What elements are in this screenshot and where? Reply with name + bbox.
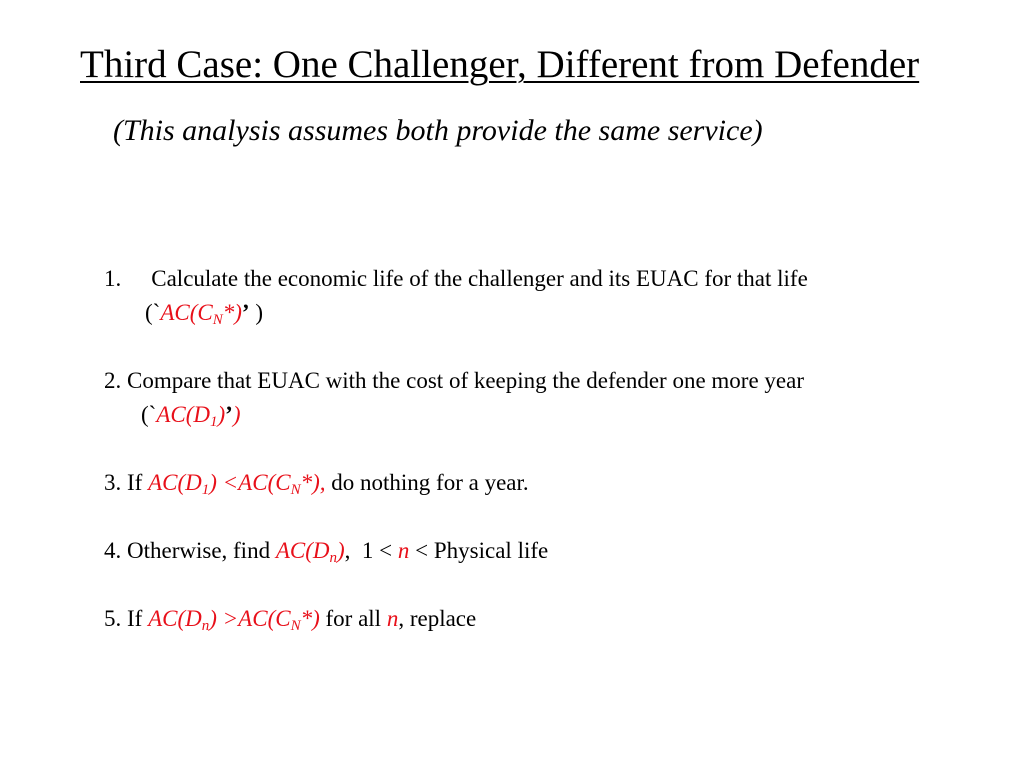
step-4-mid: , 1 <: [344, 538, 398, 563]
step-5-expression: $AC(D_n) >AC(C_N*)$: [148, 606, 320, 634]
step-1-close: ): [249, 300, 263, 325]
step-2-prime: ’: [225, 402, 233, 427]
step-1-text: Calculate the economic life of the challenger and its EUAC for that life: [151, 266, 808, 291]
step-4-expression: $AC(D_n)$: [275, 538, 345, 566]
step-5-n: n: [386, 606, 399, 631]
step-5-line: [104, 602, 808, 636]
step-5-tail: , replace: [398, 606, 477, 631]
step-4-lead: 4. Otherwise, find: [104, 538, 276, 563]
step-1-number: 1.: [104, 266, 122, 291]
step-2-text: 2. Compare that EUAC with the cost of keeping the defender one more year: [104, 368, 804, 393]
step-4-n: n: [397, 538, 410, 563]
step-1-expression: $AC(C_N*)$: [160, 300, 242, 328]
step-1-line-2: [104, 296, 808, 330]
step-4-tail: < Physical life: [409, 538, 549, 563]
step-1-line-1: [104, 262, 808, 296]
step-2-line-2: [104, 398, 808, 432]
step-3-line: [104, 466, 808, 500]
step-2-line-1: [104, 364, 808, 398]
step-3-expression: $AC(D_1) <AC(C_N*)$,: [148, 470, 326, 498]
slide-title: Third Case: One Challenger, Different from Defender: [80, 43, 920, 86]
step-2-open: (`: [141, 402, 157, 427]
slide-subtitle: (This analysis assumes both provide the same service): [113, 114, 763, 147]
step-3-lead: 3. If: [104, 470, 149, 495]
step-1-open: (`: [145, 300, 161, 325]
steps-list: [104, 262, 808, 636]
step-2-close: ): [232, 402, 241, 427]
step-5-lead: 5. If: [104, 606, 149, 631]
step-4-line: [104, 534, 808, 568]
step-2-expression: $AC(D_1)$: [156, 402, 226, 430]
step-1-prime: ’: [241, 300, 250, 325]
step-3-tail: do nothing for a year.: [325, 470, 529, 495]
step-5-mid: for all: [319, 606, 387, 631]
